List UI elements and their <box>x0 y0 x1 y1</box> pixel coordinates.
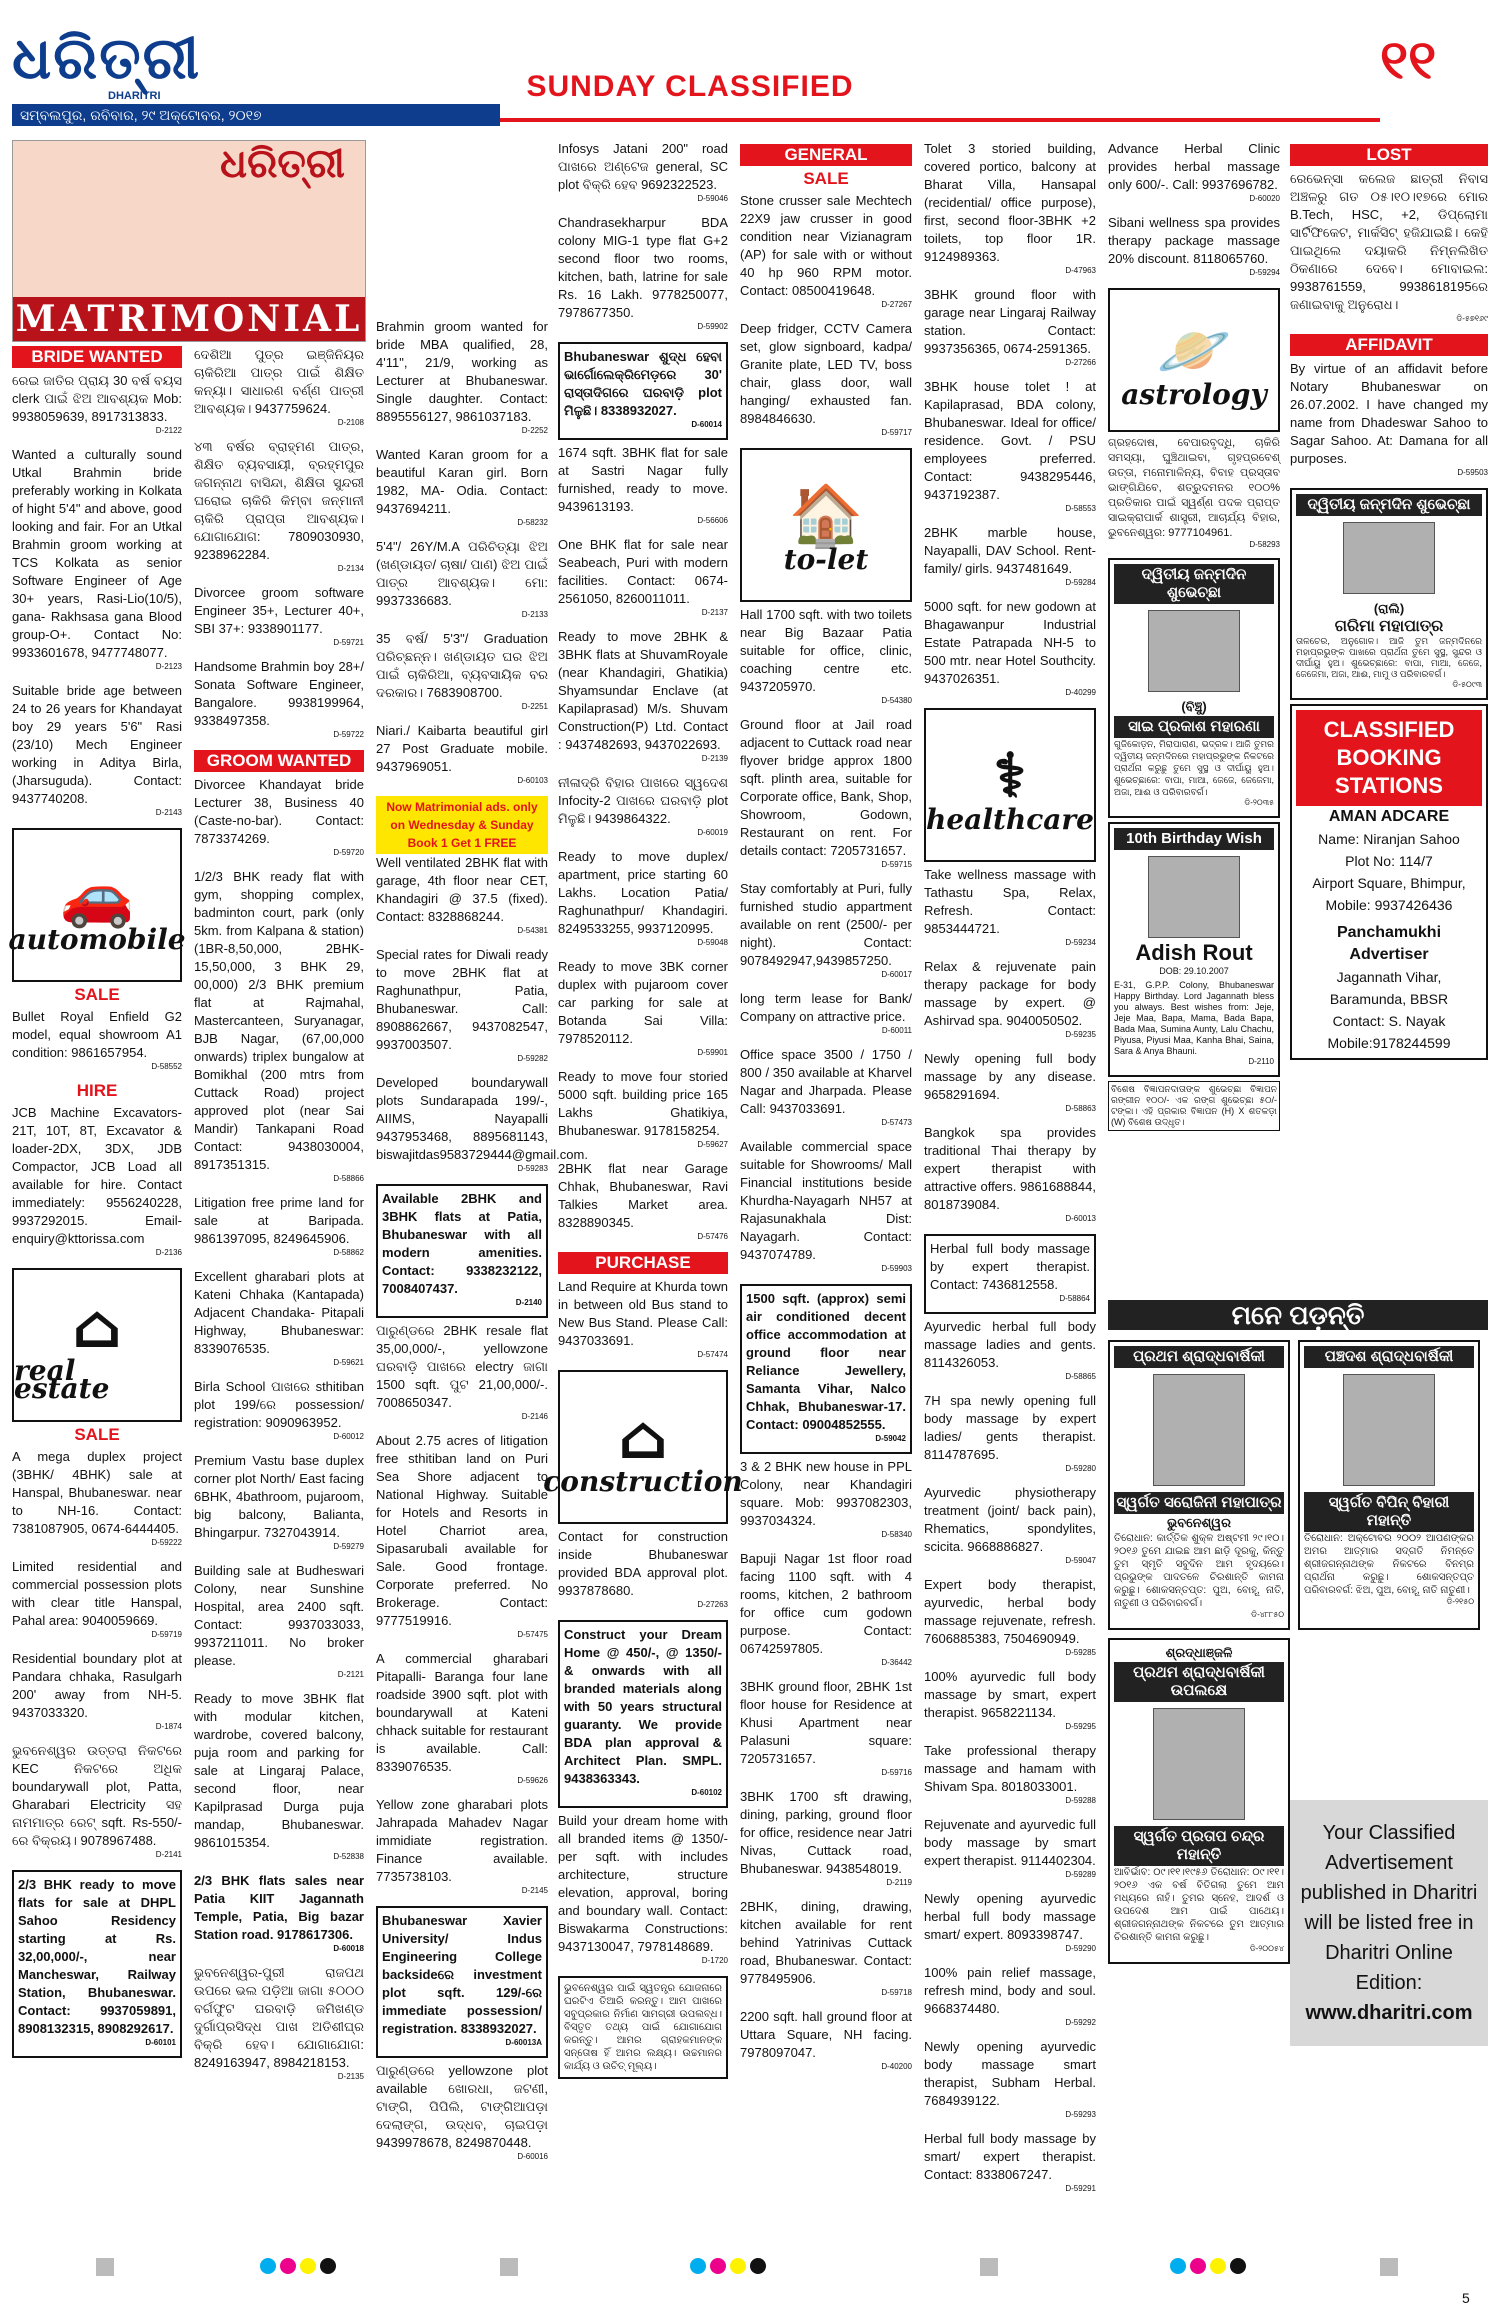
column-8 <box>1290 140 1488 1064</box>
yellow-dot <box>300 2258 316 2274</box>
child-photo <box>1148 856 1240 938</box>
classified-ad: Newly opening ayurvedic body massage smart therapist, Subham Herbal. 7684939122. D-59293 <box>924 2039 1096 2119</box>
classified-ad: 2BHK flat near Garage Chhak, Bhubaneswar, Ravi Talkies Market area. 8328890345. D-57476 <box>558 1161 728 1241</box>
station-line: Mobile:9178244599 <box>1327 1035 1451 1051</box>
classified-ad: Tolet 3 storied building, covered portico, balcony at Bharat Villa, Hansapal (recidential/ office purpose), first, second floor-3BHK +2 toilets, top floor 1R. 9124989363. D-47963 <box>924 141 1096 275</box>
building-icon: 🏠 <box>788 481 864 551</box>
classified-ad: Building sale at Budheswari Colony, near Sunshine Hospital, area 2400 sqft. Contact: 9937033033, 9937211011. No broker please. D-2121 <box>194 1563 364 1679</box>
classified-ad: Take professional therapy massage and hamam with Shivam Spa. 8018033001. D-59288 <box>924 1743 1096 1805</box>
boxed-ad: Available 2BHK and 3BHK flats at Patia, Bhubaneswar with all modern amenities. Contact: 9338232122, 7008407437. D-2140 <box>376 1184 548 1318</box>
memorial-name: ସ୍ୱର୍ଗତ ପ୍ରତାପ ଚନ୍ଦ୍ର ମହାନ୍ତି <box>1114 1826 1284 1866</box>
classified-ad: Bangkok spa provides traditional Thai therapy by expert therapist with attractive offers. 9861688844, 8018739084. D-60013 <box>924 1125 1096 1223</box>
boxed-ad: Bhubaneswar ଶୁଦ୍ଧ ହେବା ଭାର୍ଗୋଲେକ୍ରିମେଡ଼ରେ 30' ରାସ୍ତାଦିଗରେ ଘରବାଡ଼ି plot ମିଳୁଛି। 8338932027. D-60014 <box>558 342 728 440</box>
online-edition-promo <box>1290 1800 1488 2046</box>
registration-mark <box>980 2258 998 2276</box>
birthday-title: ଦ୍ୱିତୀୟ ଜନ୍ମଦିନ ଶୁଭେଚ୍ଛା <box>1296 494 1482 516</box>
child-photo <box>1343 522 1435 594</box>
classified-ad: 7H spa newly opening full body massage by expert ladies/ gents therapist. 8114787695. D-59280 <box>924 1393 1096 1473</box>
yellow-dot <box>730 2258 746 2274</box>
classified-ad: 2BHK marble house, Nayapalli, DAV School. Rent- family/ girls. 9437481649. D-59284 <box>924 525 1096 587</box>
station-line: Jagannath Vihar, <box>1336 969 1442 985</box>
cyan-dot <box>690 2258 706 2274</box>
boxed-ad: 1500 sqft. (approx) semi air conditioned decent office accommodation at ground floor near Reliance Jewellery, Samanta Vihar, Nalco Chhak, Bhubaneswar-17. Contact: 09004852555. D-59042 <box>740 1284 912 1454</box>
classified-ad: One BHK flat for sale near Seabeach, Puri with modern facilities. Contact: 0674-2561050, 8260011011. D-2137 <box>558 537 728 617</box>
classified-ad: Wanted a culturally sound Utkal Brahmin bride preferably working in Kolkata of hight 5'4" and above, good looking and fair. For an Utkal Brahmin groom working at TCS Kolkata as senior Software Engineer of Age 30+ years, Rasi-Lio(10/5), gana- Rakhsasa gana Blood group-O+. Contact No: 9933601678, 9477748077. D-2123 <box>12 447 182 671</box>
classified-ad: Bapuji Nagar 1st floor road facing 1100 sqft. with 4 rooms, kitchen, 2 bathroom for office cum godown purpose. Contact: 06742597805. D-36442 <box>740 1551 912 1667</box>
birthday-name: ଗରିମା ମହାପାତ୍ର <box>1334 618 1444 635</box>
classified-ad: 3BHK ground floor with garage near Lingaraj Railway station. Contact: 9937356365, 0674-2591365. D-27266 <box>924 287 1096 367</box>
boxed-ad: Bhubaneswar Xavier University/ Indus Engineering College backsideରେ investment plot sqft. 129/-ରେ immediate possession/ registration. 8338932027. D-60013A <box>376 1906 548 2058</box>
footer-page-number: 5 <box>1462 2290 1470 2306</box>
magenta-dot <box>280 2258 296 2274</box>
classified-ad: Birla School ପାଖରେ sthitiban plot 199/ରେ possession/ registration: 9090963952. D-60012 <box>194 1379 364 1441</box>
classified-ad: ଭୁବନେଶ୍ୱର ଉତ୍ତରା ନିକଟରେ KEC ନିକଟରେ ଅଧିକ boundarywall plot, Patta, Gharabari Electricity ସହ ନାମମାତ୍ର ରେଟ୍ sqft. Rs-550/-ରେ ବିକ୍ରୟ। 9078967488. D-2141 <box>12 1743 182 1859</box>
automobile-section-art: 🚗 automobile <box>12 828 182 982</box>
memorial-bipin: ପଞ୍ଚଦଶ ଶ୍ରାଦ୍ଧବାର୍ଷିକୀ ସ୍ୱର୍ଗତ ବିପିନ୍ ବିହାରୀ ମହାନ୍ତି ତିରୋଧାନ: ଅକ୍ଟୋବର ୨୦୦୨ ଆପଣଙ୍କର ଅମର ଆତ୍ମାର ସଦ୍‌ଗତି ନିମନ୍ତେ ଶ୍ରୀଜଗନ୍ନାଥଙ୍କ ନିକଟରେ ବିନମ୍ର ପ୍ରାର୍ଥନା କରୁଛୁ। ଶୋକସନ୍ତପ୍ତ ପରିବାରବର୍ଗ: ଝିଅ, ପୁଅ, ବୋହୂ, ନାତି ନାତୁଣୀ। ଡି-୨୧୫୦ <box>1298 1340 1480 1630</box>
memorial-photo <box>1153 1708 1245 1820</box>
birthday-wish-sai: ଦ୍ୱିତୀୟ ଜନ୍ମଦିନ ଶୁଭେଚ୍ଛା (ବିଞ୍ଚୁ) ସାଇ ପ୍ରକାଶ ମହାରଣା ଗୁଜିକୋଡ଼ନ, ମିରାପାରାଣ, ଭଦ୍ରକ। ଆଜି ତୁମର ଦ୍ୱିତୀୟ ଜନ୍ମଦିନରେ ମହାପ୍ରଭୁଙ୍କ ନିକଟରେ ପ୍ରାର୍ଥନା କରୁଛୁ ତୁମେ ସୁସ୍ଥ ଓ ଦୀର୍ଘାୟୁ ହୁଅ। ଶୁଭେଚ୍ଛାରେ: ବାପା, ମାଆ, ଜେଜେ, ଜେଜେମା, ଅଜା, ଆଈ ଓ ପରିବାରବର୍ଗ। ଡି-୨୦୩୫ <box>1108 558 1280 818</box>
memorial-text: ତିରୋଧାନ: କାର୍ତ୍ତିକ ଶୁକ୍ଳ ଅଷ୍ଟମୀ ୨୯।୧୦।୨୦୧୬ ତୁମେ ଯାଇଛ ଆମ ଛାଡ଼ି ଦୂରକୁ, କିନ୍ତୁ ତୁମ ସ୍ମୃତି ସବୁଦିନ ଆମ ହୃଦୟରେ। ପ୍ରଭୁଙ୍କ ପାଦତଳେ ଚିରଶାନ୍ତି କାମନା କରୁଛୁ। ଶୋକସନ୍ତପ୍ତ: ପୁଅ, ବୋହୂ, ନାତି, ନାତୁଣୀ ଓ ପରିବାରବର୍ଗ। <box>1114 1533 1284 1609</box>
memorial-pratap: ଶ୍ରଦ୍ଧାଞ୍ଜଳି ପ୍ରଥମ ଶ୍ରାଦ୍ଧବାର୍ଷିକୀ ଉପଲକ୍ଷେ ସ୍ୱର୍ଗତ ପ୍ରତାପ ଚନ୍ଦ୍ର ମହାନ୍ତି ଆବିର୍ଭାବ: ୦୯।୧୧।୧୯୫୬ ତିରୋଧାନ: ୦୯।୧୧।୨୦୧୬ ଏକ ବର୍ଷ ବିତିଗଲା ତୁମେ ଆମ ମଧ୍ୟରେ ନାହଁ। ତୁମର ସ୍ନେହ, ଆଦର୍ଶ ଓ ଉପଦେଶ ଆମ ପାଇଁ ପାଥେୟ। ଶ୍ରୀଜଗନ୍ନାଥଙ୍କ ନିକଟରେ ତୁମ ଆତ୍ମାର ଚିରଶାନ୍ତି କାମନା କରୁଛୁ। ଡି-୨୦୦୫୪ <box>1108 1638 1290 1964</box>
classified-ad: Take wellness massage with Tathastu Spa, Relax, Refresh. Contact: 9853444721. D-59234 <box>924 867 1096 947</box>
memorial-sarojini: ପ୍ରଥମ ଶ୍ରାଦ୍ଧବାର୍ଷିକୀ ସ୍ୱର୍ଗତ ସରୋଜିନୀ ମହାପାତ୍ର ଭୁବନେଶ୍ୱର ତିରୋଧାନ: କାର୍ତ୍ତିକ ଶୁକ୍ଳ ଅଷ୍ଟମୀ ୨୯।୧୦।୨୦୧୬ ତୁମେ ଯାଇଛ ଆମ ଛାଡ଼ି ଦୂରକୁ, କିନ୍ତୁ ତୁମ ସ୍ମୃତି ସବୁଦିନ ଆମ ହୃଦୟରେ। ପ୍ରଭୁଙ୍କ ପାଦତଳେ ଚିରଶାନ୍ତି କାମନା କରୁଛୁ। ଶୋକସନ୍ତପ୍ତ: ପୁଅ, ବୋହୂ, ନାତି, ନାତୁଣୀ ଓ ପରିବାରବର୍ଗ। ଡି-୪୮୮୫୦ <box>1108 1340 1290 1630</box>
memorial-photo <box>1343 1374 1435 1486</box>
logo-subtitle: DHARITRI <box>108 90 161 102</box>
classified-ad: ୪୩ ବର୍ଷର ବ୍ରାହ୍ମଣ ପାତ୍ର, ଶିକ୍ଷିତ ବ୍ୟବସାୟୀ, ବ୍ରହ୍ମପୁର ଜଗନ୍ନାଥ ବାସିନ୍ଦା, ଶିକ୍ଷିତା ସୁନ୍ଦରୀ ଘରୋଇ ଚାକିରି କିମ୍ବା ଜନ୍ମାନୀ ଚାକିରି ପ୍ରାପ୍ତା ଆବଶ୍ୟକ। ଯୋଗାଯୋଗ: 7809030930, 9238962284. D-2134 <box>194 439 364 573</box>
classified-ad: Ayurvedic herbal full body massage ladies and gents. 8114326053. D-58865 <box>924 1319 1096 1381</box>
classified-ad: 1674 sqft. 3BHK flat for sale at Sastri Nagar fully furnished, ready to move. 9439613193. D-56606 <box>558 445 728 525</box>
cyan-dot <box>260 2258 276 2274</box>
birthday-text: E-31, G.P.P. Colony, Bhubaneswar Happy Birthday. Lord Jagannath bless you always. Best wishes from: Jeje, Jeje Maa, Bapa, Mama, Bada Bapa, Bada Maa, Sumina Aunty, Lalu Chachu, Piyusa, Piyusi Maa, Kanha Bhai, Saina, Sara & Anya Bhauni. <box>1114 980 1274 1056</box>
classified-ad: Ready to move 3BK corner duplex with pujaroom cover car parking for sale at Botanda Sai Villa: 7978520112. D-59901 <box>558 959 728 1057</box>
classified-ad: Developed boundarywall plots Sundarapada 199/-, AIIMS, Nayapalli 9437953468, 8895681143, biswajitdas9583729444@gmail.com. D-59283 <box>376 1075 588 1173</box>
column-5 <box>740 140 912 2082</box>
classified-ad: Ready to move four storied 5000 sqft. building price 165 Lakhs Ghatikiya, Bhubaneswar. 9178158254. D-59627 <box>558 1069 728 1149</box>
station-line: Airport Square, Bhimpur, <box>1312 875 1466 891</box>
column-3 <box>376 318 588 2172</box>
registration-mark <box>1380 2258 1398 2276</box>
classified-ad: 5000 sqft. for new godown at Bhagawanpur Industrial Estate Patrapada NH-5 to 500 mtr. near Hotel Southcity. 9437026351. D-40299 <box>924 599 1096 697</box>
classified-ad: Bullet Royal Enfield G2 model, equal showroom A1 condition: 9861657954. D-58552 <box>12 1009 182 1071</box>
birthday-title: 10th Birthday Wish <box>1114 828 1274 850</box>
classified-ad: 35 ବର୍ଷ/ 5'3"/ Graduation ପରିଚ୍ଛନ୍ନ। ଖଣ୍ଡାୟତ ଘର ଝିଅ ପାଇଁ ଚାକିରିଆ, ବ୍ୟବସାୟିକ ବର ଦରକାର। 7683908700. D-2251 <box>376 631 548 711</box>
classified-ad: Residential boundary plot at Pandara chhaka, Rasulgarh 200' away from NH-5. 9437033320. D-1874 <box>12 1651 182 1731</box>
column-2 <box>194 346 364 2092</box>
astrology-section-art: 🪐 astrology <box>1108 288 1280 432</box>
classified-ad: Yellow zone gharabari plots Jahrapada Mahadev Nagar immidiate registration. Finance available. 7735738103. D-2145 <box>376 1797 548 1895</box>
registration-mark <box>500 2258 518 2276</box>
classified-ad: Office space 3500 / 1750 / 800 / 350 available at Kharvel Nagar and Jharpada. Please Call: 9437033691. D-57473 <box>740 1047 912 1127</box>
memorial-photo <box>1153 1374 1245 1486</box>
classified-ad: Ready to move 2BHK & 3BHK flats at ShuvamRoyale (near Khandagiri, Ghatikia) Shyamsundar Enclave (at Kapilaprasad) M/s. Shuvam Construction(P) Ltd. Contact : 9437482693, 9437022693. D-2139 <box>558 629 728 763</box>
birthday-text: ତାଳଚେର, ଅନୁଗୋଳ। ଆଜି ତୁମ ଜନ୍ମଦିନରେ ମହାପ୍ରଭୁଙ୍କ ପାଖରେ ପ୍ରାର୍ଥନା ତୁମେ ସୁସ୍ଥ, ସୁନ୍ଦର ଓ ଦୀର୍ଘାୟୁ ହୁଅ। ଶୁଭେଚ୍ଛାରେ: ବାପା, ମାଆ, ଜେଜେ, ଜେଜେମା, ଅଜା, ଆଈ, ମାମୁ ଓ ପରିବାରବର୍ଗ। <box>1296 636 1482 679</box>
general-heading: GENERAL <box>740 144 912 166</box>
classified-ad: Land Require at Khurda town in between old Bus stand to New Bus Stand. Please Call: 9437033691. D-57474 <box>558 1279 728 1359</box>
classified-ad: ଗ୍ରହଦୋଷ, ବେପାରବୃଦ୍ଧି, ଚାକିରି ସମସ୍ୟା, ଘୁଞ୍ଚିଥାଇବା, ଗୃହପ୍ରବେଶ୍ ଉତ୍ତା, ମନୋମାଳିନ୍ୟ, ବିବାହ ପ୍ରସ୍ତାବ ଭାଙ୍ଗିଯିବେ, ଶତ୍ରୁଦମନର ୧୦୦% ପ୍ରତିକାର ପାଇଁ ସ୍ୱର୍ଣ୍ଣ ପଦକ ପ୍ରାପ୍ତ ସାଇକ୍ରାପାର୍କ ଶାସ୍ତ୍ରୀ, ଆଚାର୍ଯ୍ୟ ବିହାର, ଭୁବନେଶ୍ୱର: 9777104961. D-58293 <box>1108 437 1280 549</box>
classified-ad: Stone crusser sale Mechtech 22X9 jaw crusser in good condition near Vizianagram (AP) for sale with or without 40 hp 960 RPM motor. Contact: 08500419648. D-27267 <box>740 193 912 309</box>
birthday-nickname: (ରାଲି) <box>1373 601 1405 616</box>
birthday-name: Adish Rout <box>1135 940 1253 965</box>
classified-ad: Deep fridger, CCTV Camera set, glow signboard, kadpa/ Granite plate, LED TV, boss chair, glass door, wall hanging/ exhausted fan. 8984846630. D-59717 <box>740 321 912 437</box>
classified-ad: 2BHK, dining, drawing, kitchen available for rent behind Yatrinivas Cuttack road, Bhubaneswar. Contact: 9778495906. D-59718 <box>740 1899 912 1997</box>
column-6 <box>924 140 1096 2204</box>
classified-ad: A mega duplex project (3BHK/ 4BHK) sale at Hanspal, Bhubaneswar. near to NH-16. Contact: 7381087905, 0674-6444405. D-59222 <box>12 1449 182 1547</box>
classified-ad: Well ventilated 2BHK flat with garage, 4th floor near CET, Khandagiri @ 37.5 (fixed). Contact: 8328868244. D-54381 <box>376 855 548 935</box>
matrimonial-banner <box>12 140 366 342</box>
planet-icon: 🪐 <box>1156 316 1232 386</box>
bride-wanted-heading: BRIDE WANTED <box>12 346 182 368</box>
classified-ad: Newly opening ayurvedic herbal full body massage smart/ expert. 8093398747. D-59290 <box>924 1891 1096 1953</box>
purchase-heading: PURCHASE <box>558 1252 728 1274</box>
classified-ad: Ayurvedic physiotherapy treatment (joint/ back pain), Rhematics, spondylites, scicita. 9668886827. D-59047 <box>924 1485 1096 1565</box>
memorial-name: ସ୍ୱର୍ଗତ ସରୋଜିନୀ ମହାପାତ୍ର <box>1114 1492 1284 1514</box>
birthday-wish-adish: 10th Birthday Wish Adish Rout DOB: 29.10.2007 E-31, G.P.P. Colony, Bhubaneswar Happy Birthday. Lord Jagannath bless you always. Best wishes from: Jeje, Jeje Maa, Bapa, Mama, Bada Bapa, Bada Maa, Sumina Aunty, Lalu Chachu, Piyusa, Piyusi Maa, Kanha Bhai, Saina, Sara & Anya Bhauni. D-2110 <box>1108 822 1280 1077</box>
classified-ad: Stay comfortably at Puri, fully furnished studio appartment available on rent (2500/- per night). Contact: 9078492947,9439857250. D-60017 <box>740 881 912 979</box>
birthday-name: ସାଇ ପ୍ରକାଶ ମହାରଣା <box>1114 716 1274 738</box>
classified-ad: Suitable bride age between 24 to 26 years for Khandayat boy 29 years 5'6" Rasi (23/10) Mech Engineer working in Aditya Birla, (Jharsuguda). Contact: 9437740208. D-2143 <box>12 683 182 817</box>
yellow-dot <box>1210 2258 1226 2274</box>
classified-ad: ଦେଶିଆ ପୁତ୍ର ଇଞ୍ଜିନିୟର ଚାକିରିଆ ପାତ୍ର ପାଇଁ ଶିକ୍ଷିତ କନ୍ୟା। ସାଧାରଣ ବର୍ଣ୍ଣ ପାତ୍ରୀ ଆବଶ୍ୟକ। 9437759624. D-2108 <box>194 347 364 427</box>
affidavit-heading: AFFIDAVIT <box>1290 334 1488 356</box>
magenta-dot <box>1190 2258 1206 2274</box>
station-line: Baramunda, BBSR <box>1329 991 1449 1007</box>
boxed-ad: Construct your Dream Home @ 450/-, @ 1350/- & onwards with all branded materials along with 50 years structural guaranty. We provide BDA plan approval & Architect Plan. SMPL. 9438363343. D-60102 <box>558 1620 728 1808</box>
classified-ad: Hall 1700 sqft. with two toilets near Big Bazaar Patia suitable for office, clinic, coaching centre etc. 9437205970. D-54380 <box>740 607 912 705</box>
house-outline-icon: ⌂ <box>617 1403 669 1473</box>
classified-ad: Brahmin groom wanted for bride MBA qualified, 28, 4'11", 21/9, working as Lecturer at Bhubaneswar. Single daughter. Contact: 8895556127, 9861037183. D-2252 <box>376 319 548 435</box>
station-name: AMAN ADCARE <box>1328 808 1450 825</box>
classified-ad: Litigation free prime land for sale at Baripada. 9861397095, 8249645906. D-58862 <box>194 1195 364 1257</box>
healthcare-section-art: ⚕ healthcare <box>924 708 1096 862</box>
classified-ad: Ground floor at Jail road adjacent to Cuttack road near flyover bridge approx 1800 sqft. plinth area, suitable for Corporate office, Bank, Shop, Showroom, Godown, Restaurant on rent. For details contact: 7205731657. D-59715 <box>740 717 912 869</box>
classified-ad: 100% ayurvedic full body massage by smart, expert therapist. 9658221134. D-59295 <box>924 1669 1096 1731</box>
classified-ad: 2200 sqft. hall ground floor at Uttara Square, NH facing. 7978097047. D-40200 <box>740 2009 912 2071</box>
memorial-name: ସ୍ୱର୍ଗତ ବିପିନ୍ ବିହାରୀ ମହାନ୍ତି <box>1304 1492 1474 1532</box>
magenta-dot <box>710 2258 726 2274</box>
birthday-dob: DOB: 29.10.2007 <box>1159 966 1229 976</box>
classified-ad: 3BHK 1700 sft drawing, dining, parking, ground floor for office, residence near Jatri Nivas, Cuttack road, Bhubaneswar. 9438548019. D-2119 <box>740 1789 912 1887</box>
promo-url[interactable]: www.dharitri.com <box>1305 2002 1473 2024</box>
booking-stations-title: CLASSIFIED BOOKING STATIONS <box>1296 710 1482 806</box>
classified-ad: 3BHK ground floor, 2BHK 1st floor house for Residence at Khusi Apartment near Palasuni square: 7205731657. D-59716 <box>740 1679 912 1777</box>
classified-ad: ଭୁବନେଶ୍ୱର-ପୁରୀ ରାଜପଥ ଉପରେ ଭଲ ପଡ଼ିଆ ଜାଗା ୫୦୦୦ ବର୍ଗଫୁଟ ଘରବାଡ଼ି ଜମିଖଣ୍ଡ ଦୁର୍ଗାପ୍ରସିଦ୍ଧ ପାଖ ଅତିଶୀଘ୍ର ବିକ୍ରି ହେବ। ଯୋଗାଯୋଗ: 8249163947, 8984218153. D-2135 <box>194 1965 364 2081</box>
birthday-nickname: (ବିଞ୍ଚୁ) <box>1181 699 1207 714</box>
classified-ad: ପାରୁଣ୍ଡରେ yellowzone plot available ଖୋରଧା, ଜଟଣୀ, ଟାଙ୍ଗି, ପିପିଲି, ଟାଙ୍ଗିଆପଡ଼ା ଦେଲାଙ୍ଗ, ଉଦ୍ଧବ, ଚାଇପଡ଼ା 9439978678, 8249870448. D-60016 <box>376 2063 548 2161</box>
station-line: Contact: S. Nayak <box>1332 1013 1446 1029</box>
classified-ad: Handsome Brahmin boy 28+/ Sonata Software Engineer, Bangalore. 9938199964, 9338497358. D-59722 <box>194 659 364 739</box>
masthead <box>0 0 1500 130</box>
classified-ad: Wanted Karan groom for a beautiful Karan girl. Born 1982, MA- Odia. Contact: 9437694211. D-58232 <box>376 447 548 527</box>
classified-ad: About 2.75 acres of litigation free sthitiban land on Puri Sea Shore adjacent to National Highway. Suitable for Hotels and Resorts in Hotel Charriot area, Sipasarubali available for Sale. Good frontage. Corporate preferred. No Brokerage. Contact: 9777519916. D-57475 <box>376 1433 548 1639</box>
classified-ad: Niari./ Kaibarta beautiful girl 27 Post Graduate mobile. 9437969051. D-60103 <box>376 723 548 785</box>
classified-ad: Ready to move duplex/ apartment, price starting 60 Lakhs. Location Patia/ Raghunathpur/ Khandagiri. 8249533255, 9937120995. D-59048 <box>558 849 728 947</box>
classified-ad: ରେଇ ଜାତିର ପ୍ରାୟ 30 ବର୍ଷ ବୟସ clerk ପାଇଁ ଝିଅ ଆବଶ୍ୟକ Mob: 9938059639, 8917313833. D-2122 <box>12 373 182 435</box>
classified-ad: Herbal full body massage by smart/ expert therapist. Contact: 8338067247. D-59291 <box>924 2131 1096 2193</box>
header-rule <box>500 118 1380 122</box>
classified-ad: Newly opening full body massage by any disease. 9658291694. D-58863 <box>924 1051 1096 1113</box>
black-dot <box>1230 2258 1246 2274</box>
hire-heading: HIRE <box>76 1081 118 1100</box>
classified-ad: Special rates for Diwali ready to move 2BHK flat at Raghunathpur, Patia, Bhubaneswar. Call: 8908862667, 9437082547, 9937003507. D-59282 <box>376 947 548 1063</box>
mane-padanti-title: ମନେ ପଡ଼ନ୍ତି <box>1108 1300 1488 1330</box>
classified-ad: 3 & 2 BHK new house in PPL Colony, near Khandagiri square. Mob: 9937082303, 9937034324. D-58340 <box>740 1459 912 1539</box>
sale-heading: SALE <box>74 1425 120 1444</box>
classified-ad: By virtue of an affidavit before Notary Bhubaneswar on 26.07.2002. I have changed my name from Dhadeswar Sahoo to Sagar Sahoo. At: Damana for all purposes. D-59503 <box>1290 361 1488 477</box>
classified-ad: 2/3 BHK flats sales near Patia KIIT Jagannath Temple, Patia, Big bazar Station road. 9178617306. D-60018 <box>194 1873 364 1953</box>
sale-heading: SALE <box>74 985 120 1004</box>
rates-note: ବିଶେଷ ବିଜ୍ଞାପନଦାତାଙ୍କ ଶୁଭେଚ୍ଛା ବିଜ୍ଞାପନ ରଙ୍ଗୀନ ୧୦୦/- ଏକ ରଙ୍ଗ ଶୁଭେଚ୍ଛା ୫୦/- ଟଙ୍କା। ଏହି ପ୍ରକାର ବିଜ୍ଞାପନ (H) X ଶତକଡ଼ା (W) ବିଶେଷ ଉଦ୍ଧୃତ। <box>1108 1081 1280 1131</box>
birthday-text: ଗୁଜିକୋଡ଼ନ, ମିରାପାରାଣ, ଭଦ୍ରକ। ଆଜି ତୁମର ଦ୍ୱିତୀୟ ଜନ୍ମଦିନରେ ମହାପ୍ରଭୁଙ୍କ ନିକଟରେ ପ୍ରାର୍ଥନା କରୁଛୁ ତୁମେ ସୁସ୍ଥ ଓ ଦୀର୍ଘାୟୁ ହୁଅ। ଶୁଭେଚ୍ଛାରେ: ବାପା, ମାଆ, ଜେଜେ, ଜେଜେମା, ଅଜା, ଆଈ ଓ ପରିବାରବର୍ଗ। <box>1114 739 1274 797</box>
construction-section-art: ⌂ construction <box>558 1370 728 1524</box>
classified-ad: 100% pain relief massage, refresh mind, body and soul. 9668374480. D-59292 <box>924 1965 1096 2027</box>
groom-wanted-heading: GROOM WANTED <box>194 750 364 772</box>
classified-ad: Advance Herbal Clinic provides herbal massage only 600/-. Call: 9937696782. D-60020 <box>1108 141 1280 203</box>
birthday-wish-garima: ଦ୍ୱିତୀୟ ଜନ୍ମଦିନ ଶୁଭେଚ୍ଛା (ରାଲି) ଗରିମା ମହାପାତ୍ର ତାଳଚେର, ଅନୁଗୋଳ। ଆଜି ତୁମ ଜନ୍ମଦିନରେ ମହାପ୍ରଭୁଙ୍କ ପାଖରେ ପ୍ରାର୍ଥନା ତୁମେ ସୁସ୍ଥ, ସୁନ୍ଦର ଓ ଦୀର୍ଘାୟୁ ହୁଅ। ଶୁଭେଚ୍ଛାରେ: ବାପା, ମାଆ, ଜେଜେ, ଜେଜେମା, ଅଜା, ଆଈ, ମାମୁ ଓ ପରିବାରବର୍ଗ। ଡି-୫୦୯୩ <box>1290 488 1488 700</box>
promo-text: Your Classified Advertisement published in Dharitri will be listed free in Dharitri Online Edition: <box>1300 1822 1478 1994</box>
memorial-header: ଶ୍ରଦ୍ଧାଞ୍ଜଳି <box>1165 1645 1233 1660</box>
classified-ad: Divorcee groom software Engineer 35+, Lecturer 40+, SBI 37+: 9338901177. D-59721 <box>194 585 364 647</box>
classified-ad: Premium Vastu base duplex corner plot North/ East facing 6BHK, 4bathroom, pujaroom, big balcony, Balianta, Bhingarpur. 7327043914. D-59279 <box>194 1453 364 1551</box>
classified-ad: Expert body therapist, ayurvedic, herbal body massage rejuvenate, refresh. 7606885383, 7504690949. D-59285 <box>924 1577 1096 1657</box>
booking-stations <box>1290 704 1488 1060</box>
classified-ad: 5'4"/ 26Y/M.A ପରିଚିତ୍ୟା ଝିଅ (ଖଣ୍ଡାୟତ/ ଚାଷା/ ପାଣ) ଝିଅ ପାଇଁ ପାତ୍ର ଆବଶ୍ୟକ। ମୋ: 9937336683. D-2133 <box>376 539 548 619</box>
stethoscope-icon: ⚕ <box>993 741 1027 811</box>
station-name: Panchamukhi Advertiser <box>1336 924 1442 963</box>
real-estate-section-art: ⌂ real estate <box>12 1268 182 1422</box>
column-4 <box>543 140 743 2083</box>
station-line: Name: Niranjan Sahoo <box>1318 831 1460 847</box>
classified-ad: Ready to move 3BHK flat with modular kitchen, wardrobe, covered balcony, puja room and parking for sale at Lingaraj Palace, second floor, near Kapilprasad Durga puja mandap, Bhubaneswar. 9861015354. D-52838 <box>194 1691 364 1861</box>
boxed-ad: 2/3 BHK ready to move flats for sale at DHPL Sahoo Residency starting at Rs. 32,00,000/-, near Mancheswar, Railway Station, Bhubaneswar. Contact: 9937059891, 8908132315, 8908292617. D-60101 <box>12 1870 182 2058</box>
child-photo <box>1148 610 1240 692</box>
section-title: SUNDAY CLASSIFIED <box>526 70 854 103</box>
birthday-title: ଦ୍ୱିତୀୟ ଜନ୍ମଦିନ ଶୁଭେଚ୍ଛା <box>1114 564 1274 604</box>
classified-ad: A commercial gharabari Pitapalli- Baranga four lane roadside 3900 sqft. plot with boundarywall at Kateni chhack suitable for restaurant is available. Call: 8339076535. D-59626 <box>376 1651 548 1785</box>
station-line: Plot No: 114/7 <box>1345 853 1433 869</box>
memorial-title: ପଞ୍ଚଦଶ ଶ୍ରାଦ୍ଧବାର୍ଷିକୀ <box>1304 1346 1474 1368</box>
car-icon: 🚗 <box>59 861 135 931</box>
memorial-text: ତିରୋଧାନ: ଅକ୍ଟୋବର ୨୦୦୨ ଆପଣଙ୍କର ଅମର ଆତ୍ମାର ସଦ୍‌ଗତି ନିମନ୍ତେ ଶ୍ରୀଜଗନ୍ନାଥଙ୍କ ନିକଟରେ ବିନମ୍ର ପ୍ରାର୍ଥନା କରୁଛୁ। ଶୋକସନ୍ତପ୍ତ ପରିବାରବର୍ଗ: ଝିଅ, ପୁଅ, ବୋହୂ, ନାତି ନାତୁଣୀ। <box>1304 1533 1474 1596</box>
memorial-title: ପ୍ରଥମ ଶ୍ରାଦ୍ଧବାର୍ଷିକୀ <box>1114 1346 1284 1368</box>
house-icon: ⌂ <box>71 1292 123 1362</box>
boxed-ad: Herbal full body massage by expert therapist. Contact: 7436812558. D-58864 <box>924 1234 1096 1314</box>
to-let-section-art: 🏠 to-let <box>740 448 912 602</box>
classified-ad: 1/2/3 BHK ready flat with gym, shopping complex, badminton court, park (only 5km. from Kalpana & station) (1BR-8,50,000, 2BHK- 15,50,000, 3 BHK 29, 00,000) 2/3 BHK premium flat at Rajmahal, Mastercanteen, Suryanagar, BJB Nagar, (67,00,000 onwards) triplex bungalow at Bomikhal (200 mtrs from Cuttack Road) project approved plot (near Sai Mandir) Tankapani Road Contact: 9438030004, 8917351315. D-58866 <box>194 869 364 1183</box>
classified-ad: Available commercial space suitable for Showrooms/ Mall Financial institutions beside Khurdha-Nayagarh NH57 at Rajasunakhala Dist: Nayagarh. Contact: 9437074789. D-59903 <box>740 1139 912 1273</box>
registration-mark <box>96 2258 114 2276</box>
classified-ad: Divorcee Khandayat bride Lecturer 38, Business 40 (Caste-no-bar). Contact: 7873374269. D-59720 <box>194 777 364 857</box>
matrimonial-logo: ଧରିତ୍ରୀ <box>220 142 345 186</box>
black-dot <box>750 2258 766 2274</box>
lost-heading: LOST <box>1290 144 1488 166</box>
classified-ad: ରେଭେନ୍‌ସା କଲେଜ ଛାତ୍ରୀ ନିବାସ ଅଞ୍ଚଳରୁ ଗତ ୦୫।୧୦।୧୭ରେ ମୋର B.Tech, HSC, +2, ଡିପ୍ଲୋମା ସାର୍ଟିଫିକେଟ, ମାର୍କସିଟ୍ ହଜିଯାଇଛି। କେହି ପାଇଥିଲେ ଦୟାକରି ନିମ୍ନଲିଖିତ ଠିକଣାରେ ଦେବେ। ମୋବାଇଲ: 9938761559, 9938618195ରେ ଜଣାଇବାକୁ ଅନୁରୋଧ। ଡି-୫୭୧୬୯ <box>1290 171 1488 323</box>
boxed-ad: ଭୁବନେଶ୍ୱର ପାଇଁ ସ୍ୱତନ୍ତ୍ର ଯୋଜନାରେ ଘରଟିଏ ତିଆରି କରନ୍ତୁ। ଆମ ପାଖରେ ସବୁପ୍ରକାର ନିର୍ମାଣ ସାମଗ୍ରୀ ଉପଲବ୍ଧ। ବିସ୍ତୃତ ତଥ୍ୟ ପାଇଁ ଯୋଗାଯୋଗ କରନ୍ତୁ। ଆମର ଗ୍ରାହକମାନଙ୍କ ସନ୍ତୋଷ ହିଁ ଆମର ଲକ୍ଷ୍ୟ। ଉଚ୍ଚମାନର କାର୍ଯ୍ୟ ଓ ଉଚିତ୍ ମୂଲ୍ୟ। <box>558 1976 728 2079</box>
classified-ad: Limited residential and commercial possession plots with clear title Hanspal, Pahal area: 9040059669. D-59719 <box>12 1559 182 1639</box>
page-number: ୧୧ <box>1380 28 1437 91</box>
matrimonial-title: MATRIMONIAL <box>13 297 365 341</box>
cyan-dot <box>1170 2258 1186 2274</box>
classified-ad: Build your dream home with all branded items @ 1350/- per sqft. with includes architecture, structure elevation, approval, boring and boundary wall. Contact: Biswakarma Constructions: 9437130047, 7978148689. D-1720 <box>558 1813 728 1965</box>
sale-heading: SALE <box>803 169 849 188</box>
memorial-text: ଆବିର୍ଭାବ: ୦୯।୧୧।୧୯୫୬ ତିରୋଧାନ: ୦୯।୧୧।୨୦୧୬ ଏକ ବର୍ଷ ବିତିଗଲା ତୁମେ ଆମ ମଧ୍ୟରେ ନାହଁ। ତୁମର ସ୍ନେହ, ଆଦର୍ଶ ଓ ଉପଦେଶ ଆମ ପାଇଁ ପାଥେୟ। ଶ୍ରୀଜଗନ୍ନାଥଙ୍କ ନିକଟରେ ତୁମ ଆତ୍ମାର ଚିରଶାନ୍ତି କାମନା କରୁଛୁ। <box>1114 1867 1284 1943</box>
classified-ad: Chandrasekharpur BDA colony MIG-1 type flat G+2 second floor two rooms, kitchen, bath, latrine for sale Rs. 16 Lakh. 9778250077, 7978677350. D-59902 <box>558 215 728 331</box>
matrimonial-offer-notice: Now Matrimonial ads. only on Wednesday & Sunday Book 1 Get 1 FREE <box>376 796 548 854</box>
classified-ad: Relax & rejuvenate pain therapy package for body massage by expert. @ Ashirvad spa. 9040050502. D-59235 <box>924 959 1096 1039</box>
classified-ad: long term lease for Bank/ Company on attractive price. D-60011 <box>740 991 912 1035</box>
classified-ad: Contact for construction inside Bhubaneswar provided BDA approval plot. 9937878680. D-27263 <box>558 1529 728 1609</box>
classified-ad: Rejuvenate and ayurvedic full body massage by smart expert therapist. 9114402304. D-59289 <box>924 1817 1096 1879</box>
classified-ad: Excellent gharabari plots at Kateni Chhaka (Kantapada) Adjacent Chandaka- Pitapali Highway, Bhubaneswar: 8339076535. D-59621 <box>194 1269 364 1367</box>
dateline: ସମ୍ବଲପୁର, ରବିବାର, ୨୯ ଅକ୍ଟୋବର, ୨୦୧୭ <box>12 104 500 126</box>
classified-ad: ନୀଳାଦ୍ରି ବିହାର ପାଖରେ ସ୍ୱଦେଶ Infocity-2 ପାଖରେ ଘରବାଡ଼ି plot ମିଳୁଛି। 9439864322. D-60019 <box>558 775 728 837</box>
classified-ad: ପାରୁଣ୍ଡରେ 2BHK resale flat 35,00,000/-, yellowzone ଘରବାଡ଼ି ପାଖରେ electry ଜାଗା 1500 sqft. ପୁଟ 21,00,000/-. 7008650347. D-2146 <box>376 1323 548 1421</box>
dharitri-logo[interactable]: ଧରିତ୍ରୀ <box>12 24 202 92</box>
station-line: Mobile: 9937426436 <box>1325 897 1453 913</box>
classified-ad: JCB Machine Excavators-21T, 10T, 8T, Excavator & loader-2DX, 3DX, JDB Compactor, JCB Load all available for hire. Contact immediately: 9556240228, 9937292015. Email-enquiry@kttorissa.com D-2136 <box>12 1105 182 1257</box>
black-dot <box>320 2258 336 2274</box>
classified-ad: Sibani wellness spa provides therapy package massage 20% discount. 8118065760. D-59294 <box>1108 215 1280 277</box>
classified-ad: Infosys Jatani 200" road ପାଖରେ ଅଣ୍ଟେଜ general, SC plot ବିକ୍ରି ହେବ 9692322523. D-59046 <box>558 141 728 203</box>
memorial-place: ଭୁବନେଶ୍ୱର <box>1167 1515 1231 1530</box>
classified-ad: 3BHK house tolet ! at Kapilaprasad, BDA colony, Bhubaneswar. Ideal for office/ residence. Govt. / PSU employees preferred. Contact: 9438295446, 9437192387. D-58553 <box>924 379 1096 513</box>
memorial-title: ପ୍ରଥମ ଶ୍ରାଦ୍ଧବାର୍ଷିକୀ ଉପଲକ୍ଷେ <box>1114 1662 1284 1702</box>
column-7 <box>1108 140 1280 1131</box>
